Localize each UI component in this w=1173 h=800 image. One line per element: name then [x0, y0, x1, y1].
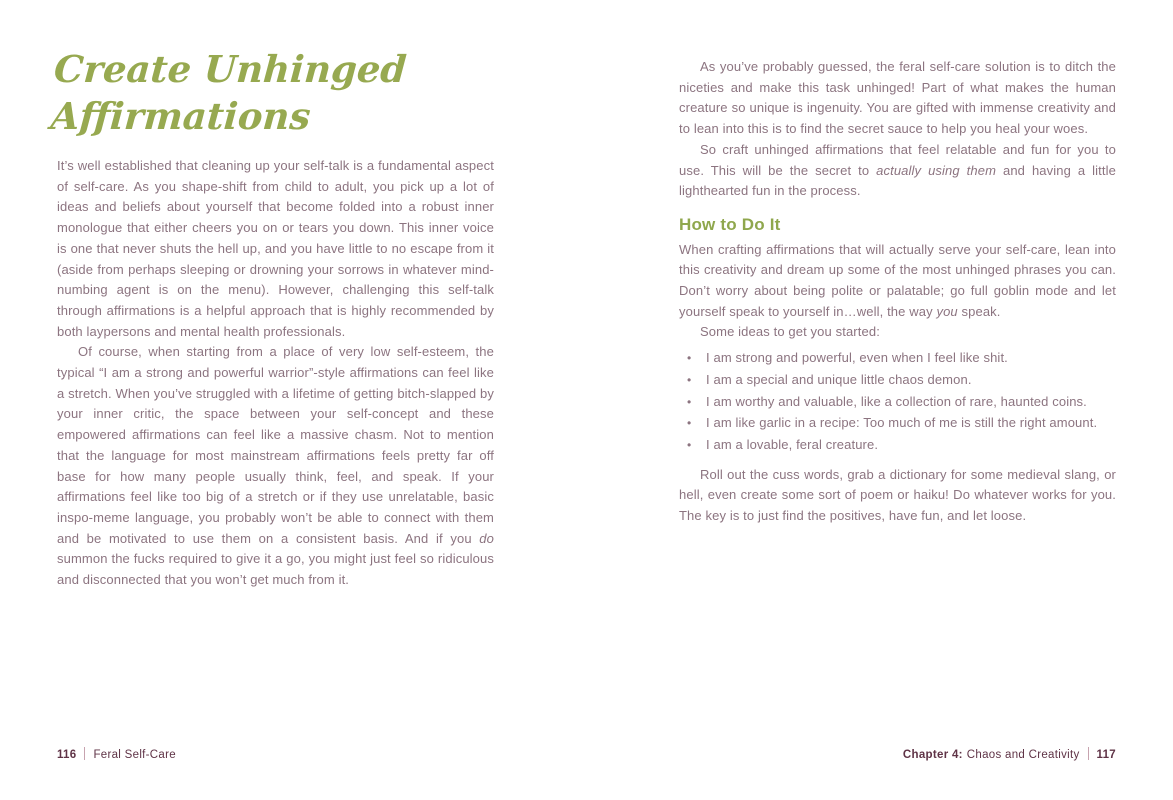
paragraph-when-crafting — [679, 240, 1116, 323]
list-item: • I am a lovable, feral creature. — [679, 435, 1116, 456]
paragraph-segment: So craft unhinged affirmations that feel relatable and fun for you to use. This will be the secret to — [679, 141, 1116, 178]
footer-divider — [1088, 747, 1089, 760]
chapter-label: Chapter 4: — [902, 749, 963, 761]
paragraph-segment: summon the fucks required to give it a go, you might just feel so ridiculous and disconnected that you won’t get much from it. — [57, 551, 494, 588]
paragraph-segment: and having a little lighthearted fun in the process. — [679, 162, 1116, 199]
right-body-text — [679, 0, 1116, 527]
list-item: • I am like garlic in a recipe: Too much of me is still the right amount. — [679, 413, 1116, 434]
chapter-title: Chaos and Creativity — [966, 749, 1080, 761]
paragraph-of-course — [57, 342, 494, 590]
paragraph-segment: Of course, when starting from a place of very low self-esteem, the typical “I am a strong and powerful warrior”-style affirmations can feel like a stretch. When you’ve struggled with a lifetime of getting bitch-slapped by your inner critic, the space between your self-concept and these empowered affirmations can feel like a massive chasm. Not to mention that the language for most mainstream affirmations feels pretty far off base for how many people usually think, feel, and speak. If your affirmations feel like too big of a stretch or if they use unrelatable, basic inspo-meme language, you probably won’t be able to connect with them and be motivated to use them on a consistent basis. And if you — [57, 344, 494, 546]
entry-title-line2: Affirmations — [49, 94, 312, 138]
italic-phrase: actually using them — [876, 162, 997, 178]
list-item: • I am a special and unique little chaos demon. — [679, 370, 1116, 391]
paragraph-roll-out: Roll out the cuss words, grab a dictionary for some medieval slang, or hell, even create some sort of poem or haiku! Do whatever works for you. The key is to just find the positives, have fun, and let loose. — [679, 466, 1116, 524]
paragraph-some-ideas: Some ideas to get you started: — [700, 324, 880, 340]
book-title: Feral Self-Care — [93, 749, 176, 761]
page-number-left: 116 — [57, 749, 77, 761]
footer-right — [903, 747, 1116, 761]
left-body-text — [57, 156, 494, 591]
page-right — [679, 0, 1116, 800]
paragraph-intro: It’s well established that cleaning up your self-talk is a fundamental aspect of self-care. As you shape-shift from child to adult, you pick up a lot of ideas and beliefs about yourself that become folded into a robust inner monologue that either cheers you on or tears you down. This inner voice is one that never shuts the hell up, and you have little to no escape from it (aside from perhaps sleeping or drowning your sorrows in whatever mind-numbing agent is on the menu). However, challenging this self-talk through affirmations is a helpful approach that is highly recommended by both laypersons and mental health professionals. — [57, 158, 494, 339]
page-left — [49, 0, 494, 800]
entry-title-line1: Create Unhinged — [52, 47, 408, 91]
footer-left — [57, 747, 176, 761]
footer-divider — [84, 747, 85, 760]
section-heading-how-to-do-it: How to Do It — [679, 214, 781, 234]
entry-title — [47, 0, 494, 140]
affirmation-list — [679, 348, 1116, 456]
paragraph-guessed: As you’ve probably guessed, the feral self-care solution is to ditch the niceties and make this task unhinged! Part of what makes the human creature so unique is ingenuity. You are gifted with immense creativity and to lean into this is to find the secret sauce to help you heal your woes. — [679, 59, 1116, 137]
page-number-right: 117 — [1096, 749, 1116, 761]
paragraph-segment: speak. — [957, 303, 1001, 319]
list-item: • I am worthy and valuable, like a collection of rare, haunted coins. — [679, 392, 1116, 413]
paragraph-segment: When crafting affirmations that will actually serve your self-care, lean into this creativity and dream up some of the most unhinged phrases you can. Don’t worry about being polite or palatable; go full goblin mode and let yourself speak to yourself in…well, the way — [679, 241, 1116, 319]
italic-word: you — [936, 303, 958, 319]
paragraph-so-craft — [679, 140, 1116, 202]
italic-word: do — [479, 530, 494, 546]
list-item: • I am strong and powerful, even when I feel like shit. — [679, 348, 1116, 369]
